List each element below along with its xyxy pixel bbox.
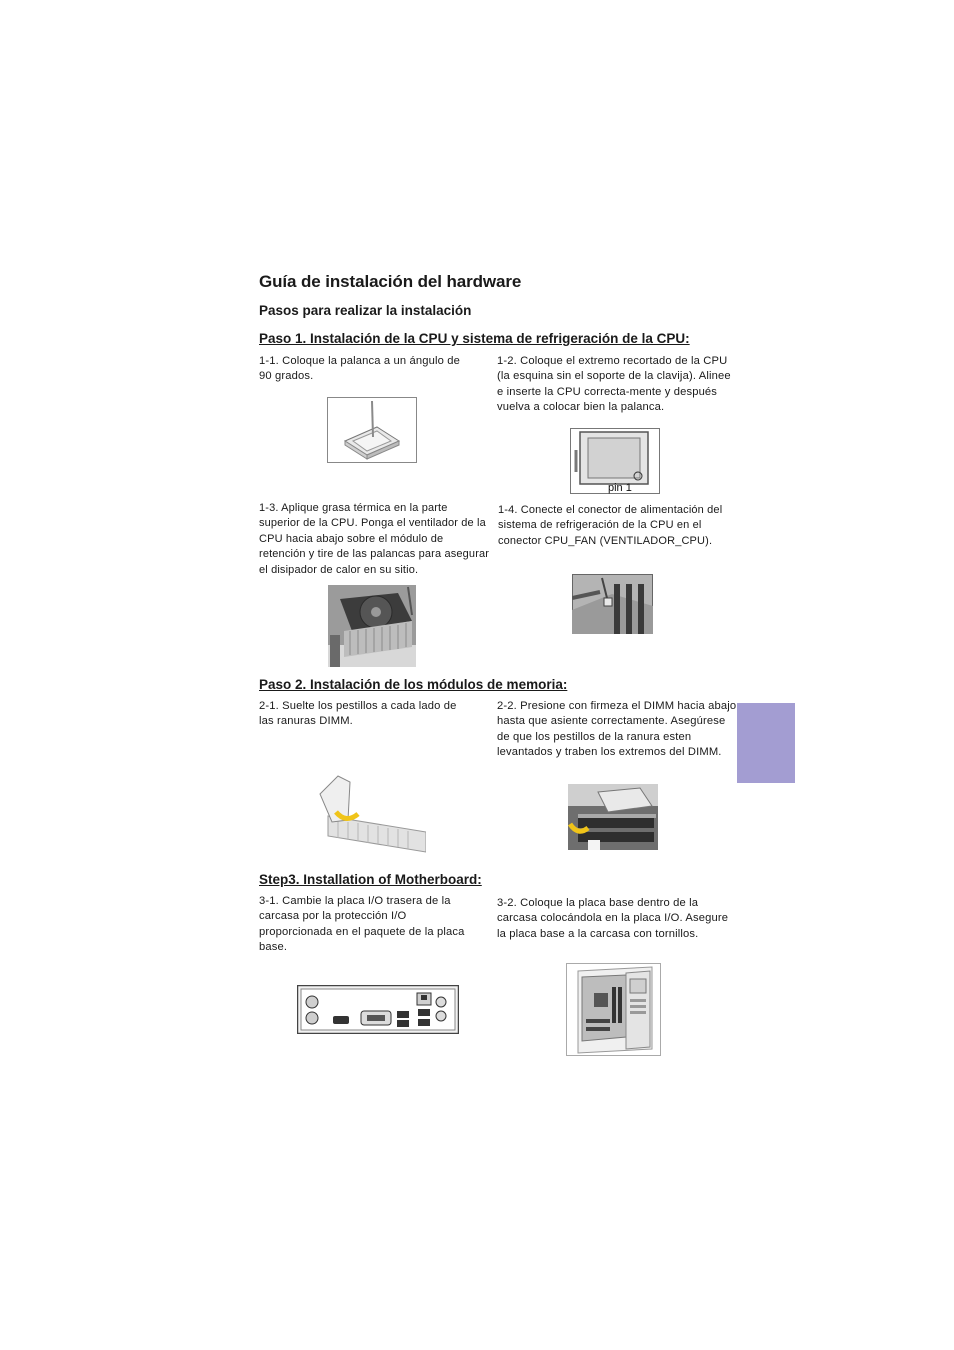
dimm-latch-open-image [318,772,426,854]
step2-heading: Paso 2. Instalación de los módulos de memoria: [259,677,568,692]
cpu-socket-lever-image [327,397,417,463]
side-tab [737,703,795,783]
cpu-fan-connector-image [572,574,653,634]
page-title: Guía de instalación del hardware [259,272,522,291]
step3-heading: Step3. Installation of Motherboard: [259,872,482,887]
step1-1-text: 1-1. Coloque la palanca a un ángulo de 90 grados. [259,355,461,383]
io-shield-image [297,985,459,1034]
step1-heading: Paso 1. Instalación de la CPU y sistema de refrigeración de la CPU: [259,331,690,346]
step2-1-text: 2-1. Suelte los pestillos a cada lado de las ranuras DIMM. [259,700,457,728]
step1-4-text: 1-4. Conecte el conector de alimentación del sistema de refrigeración de la CPU en el conector CPU_FAN (VENTILADOR_CPU). [498,504,723,547]
step2-2-text: 2-2. Presione con firmeza el DIMM hacia abajo hasta que asiente correctamente. Asegúrese de que los pestillos de la ranura esten levantados y traben los extremos del DIMM. [497,700,737,759]
step3-1-text: 3-1. Cambie la placa I/O trasera de la carcasa por la protección I/O proporcionada en el paquete de la placa base. [259,895,465,954]
cpu-pin1-image [570,428,660,494]
step1-3-text: 1-3. Aplique grasa térmica en la parte superior de la CPU. Ponga el ventilador de la CPU hacia abajo sobre el módulo de retención y tire de las palancas para asegurar el disipador de calor en su sitio. [259,502,490,576]
cpu-cooler-image [328,585,416,667]
step3-2-text: 3-2. Coloque la placa base dentro de la carcasa colocándola en la placa I/O. Asegure la placa base a la carcasa con tornillos. [497,897,729,940]
step1-2-text: 1-2. Coloque el extremo recortado de la CPU (la esquina sin el soporte de la clavija). Alinee e inserte la CPU correcta-mente y después vuelva a colocar bien la palanca. [497,355,731,414]
pin1-label: pin 1 [608,482,632,494]
dimm-insert-image [568,784,658,850]
page-subtitle: Pasos para realizar la instalación [259,303,472,318]
case-motherboard-image [566,963,661,1056]
